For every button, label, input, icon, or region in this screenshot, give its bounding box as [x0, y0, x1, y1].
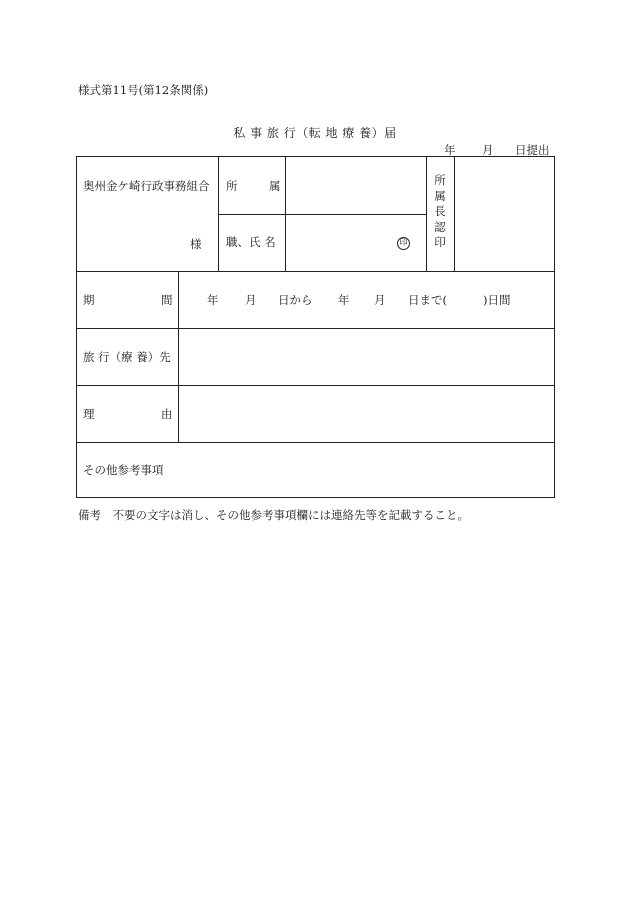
position-name-label: 職、氏 名: [226, 235, 276, 249]
addressee-org: 奥州金ケ崎行政事務組合: [83, 179, 210, 193]
row-divider-destination: [77, 328, 554, 329]
col-divider-seal-box: [454, 157, 455, 271]
col-divider-addressee: [218, 157, 219, 271]
addressee-honorific: 様: [190, 237, 202, 251]
other-notes-label: その他参考事項: [83, 463, 164, 477]
remarks-note: 備考 不要の文字は消し、その他参考事項欄には連絡先等を記載すること。: [78, 508, 469, 522]
submission-month-label: 月: [482, 143, 494, 157]
destination-field[interactable]: [180, 330, 552, 383]
document-title: 私 事 旅 行（転 地 療 養）届: [233, 126, 397, 140]
reason-label-char-1: 理: [83, 407, 95, 421]
period-from-day: 日から: [278, 293, 313, 307]
supervisor-seal-label: 所属長認印: [434, 173, 446, 249]
period-label-char-1: 期: [83, 293, 95, 307]
form-table: [76, 156, 555, 498]
period-to-month: 月: [374, 293, 386, 307]
affiliation-field[interactable]: [287, 159, 424, 212]
col-divider-supervisor: [426, 157, 427, 271]
destination-label: 旅 行（療 養）先: [83, 350, 171, 364]
period-to-day: 日まで(: [408, 293, 447, 307]
col-divider-lower: [178, 328, 179, 442]
period-to-year: 年: [338, 293, 350, 307]
affiliation-label-char-2: 属: [269, 179, 281, 193]
submission-year-label: 年: [444, 143, 456, 157]
row-divider-affiliation: [218, 214, 426, 215]
row-divider-reason: [77, 385, 554, 386]
row-divider-other: [77, 442, 554, 443]
affiliation-label-char-1: 所: [226, 179, 238, 193]
supervisor-seal-box[interactable]: [456, 159, 552, 269]
period-from-month: 月: [245, 293, 257, 307]
period-label-char-2: 間: [161, 293, 173, 307]
col-divider-label: [285, 157, 286, 271]
period-days: )日間: [483, 293, 511, 307]
other-notes-field[interactable]: [177, 444, 552, 496]
seal-mark-icon: 印: [397, 237, 410, 250]
form-number: 様式第11号(第12条関係): [78, 83, 209, 97]
reason-label-char-2: 由: [161, 407, 173, 421]
row-divider-period: [77, 271, 554, 272]
submission-day-label: 日提出: [515, 143, 550, 157]
reason-field[interactable]: [180, 387, 552, 440]
period-from-year: 年: [207, 293, 219, 307]
